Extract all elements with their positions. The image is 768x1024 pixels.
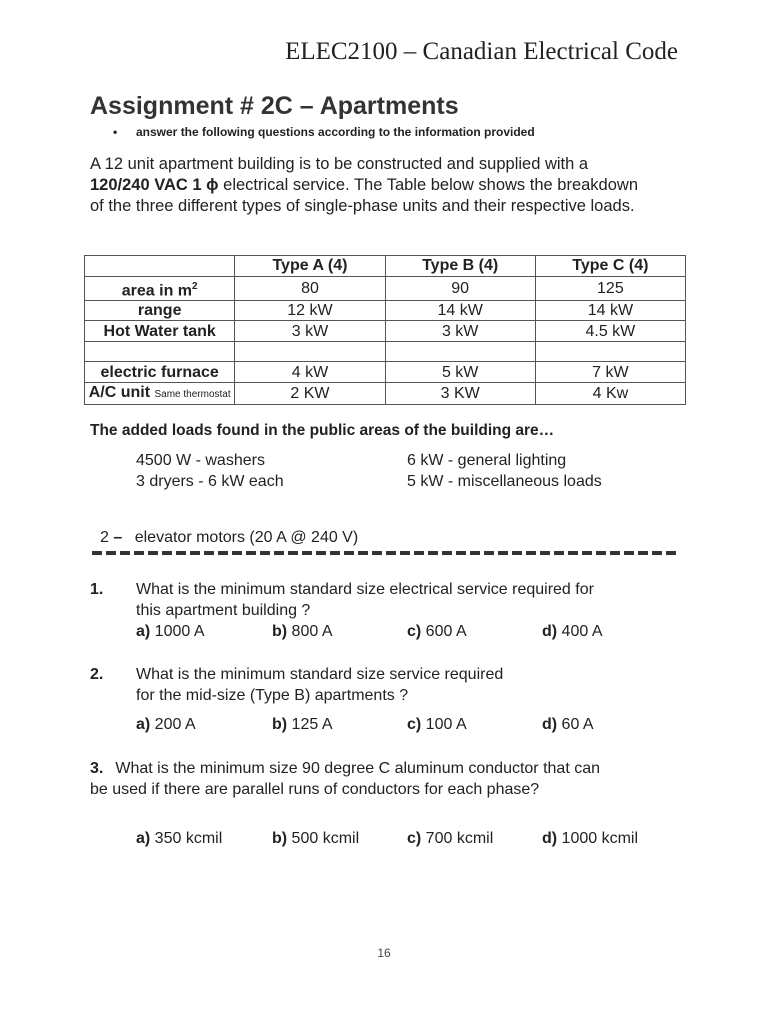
table-cell: 4 Kw: [535, 382, 685, 404]
table-header-cell: Type B (4): [385, 256, 535, 277]
row-label: range: [85, 300, 235, 321]
list-item: 5 kW - miscellaneous loads: [407, 473, 602, 490]
question-text: this apartment building ?: [136, 602, 311, 619]
page-header: ELEC2100 – Canadian Electrical Code: [285, 38, 678, 65]
table-cell: 4 kW: [235, 362, 385, 383]
added-loads-right: [407, 450, 602, 492]
table-row: [85, 362, 686, 383]
table-cell: [385, 341, 535, 362]
table-row: [85, 382, 686, 404]
question-text: be used if there are parallel runs of conductors for each phase?: [90, 781, 540, 798]
answer-a: a) 1000 A: [136, 623, 205, 640]
intro-part1: A 12 unit apartment building is to be constructed and supplied with a: [90, 155, 589, 173]
row-label-text: area in m: [121, 281, 193, 299]
row-label: [85, 341, 235, 362]
instruction-text: answer the following questions according to the information provided: [136, 125, 535, 139]
table-cell: 14 kW: [385, 300, 535, 321]
question-number: 1.: [90, 581, 104, 598]
unit-loads-table: [84, 255, 686, 405]
row-label-text: A/C unit: [88, 383, 151, 401]
table-row: [85, 300, 686, 321]
answer-c: c) 600 A: [407, 623, 467, 640]
table-cell: 2 KW: [235, 382, 385, 404]
table-cell: 4.5 kW: [535, 321, 685, 342]
list-item: 3 dryers - 6 kW each: [136, 473, 284, 490]
page-number: 16: [377, 946, 391, 960]
table-cell: 80: [235, 276, 385, 300]
question-3: [90, 758, 690, 800]
list-item: 4500 W - washers: [136, 452, 265, 469]
question-number: 3.: [90, 760, 104, 777]
table-cell: 3 kW: [385, 321, 535, 342]
question-text: What is the minimum size 90 degree C aluminum conductor that can: [115, 760, 601, 777]
answer-a: a) 200 A: [136, 716, 196, 733]
elevator-line: [100, 527, 358, 548]
row-label: electric furnace: [85, 362, 235, 383]
table-row-empty: [85, 341, 686, 362]
table-cell: 7 kW: [535, 362, 685, 383]
question-number: 2.: [90, 666, 104, 683]
intro-paragraph: [90, 154, 650, 217]
table-cell: [235, 341, 385, 362]
list-item: 6 kW - general lighting: [407, 452, 567, 469]
added-loads-left: [136, 450, 284, 492]
answer-d: d) 60 A: [542, 716, 594, 733]
table-header-cell: [85, 256, 235, 277]
table-header-cell: Type A (4): [235, 256, 385, 277]
added-loads-heading: The added loads found in the public areas of the building are…: [90, 422, 555, 439]
superscript: 2: [192, 280, 198, 292]
table-cell: 125: [535, 276, 685, 300]
table-cell: 12 kW: [235, 300, 385, 321]
intro-part2: electrical service. The Table below shows the breakdown of the three different types of single-phase units and their respective loads.: [90, 176, 639, 215]
answer-d: d) 400 A: [542, 623, 603, 640]
row-label: [85, 382, 235, 404]
table-cell: 5 kW: [385, 362, 535, 383]
intro-service-spec: 120/240 VAC 1 ϕ: [90, 176, 219, 194]
table-row: [85, 321, 686, 342]
question-2: [90, 664, 690, 706]
table-cell: 3 kW: [235, 321, 385, 342]
row-label: Hot Water tank: [85, 321, 235, 342]
table-header-cell: Type C (4): [535, 256, 685, 277]
elevator-dash: –: [113, 529, 123, 546]
answer-b: b) 500 kcmil: [272, 830, 360, 847]
instruction-bullet: [113, 125, 535, 139]
table-cell: 14 kW: [535, 300, 685, 321]
table-header-row: [85, 256, 686, 277]
elevator-text: elevator motors (20 A @ 240 V): [134, 529, 359, 546]
table-cell: 90: [385, 276, 535, 300]
question-1: [90, 579, 690, 621]
answer-b: b) 800 A: [272, 623, 333, 640]
table-cell: 3 KW: [385, 382, 535, 404]
question-text: What is the minimum standard size electrical service required for: [136, 581, 594, 598]
row-note: Same thermostat: [154, 388, 231, 400]
elevator-count: 2: [100, 529, 109, 546]
table-cell: [535, 341, 685, 362]
table-row: [85, 276, 686, 300]
answer-a: a) 350 kcmil: [136, 830, 223, 847]
answer-d: d) 1000 kcmil: [542, 830, 639, 847]
row-label: [85, 276, 235, 300]
answer-b: b) 125 A: [272, 716, 333, 733]
answer-c: c) 100 A: [407, 716, 467, 733]
question-text: for the mid-size (Type B) apartments ?: [136, 687, 409, 704]
question-text: What is the minimum standard size service required: [136, 666, 504, 683]
answer-c: c) 700 kcmil: [407, 830, 494, 847]
assignment-title: Assignment # 2C – Apartments: [90, 92, 459, 120]
dashed-divider: [92, 551, 678, 555]
bullet-dot: •: [113, 125, 118, 139]
